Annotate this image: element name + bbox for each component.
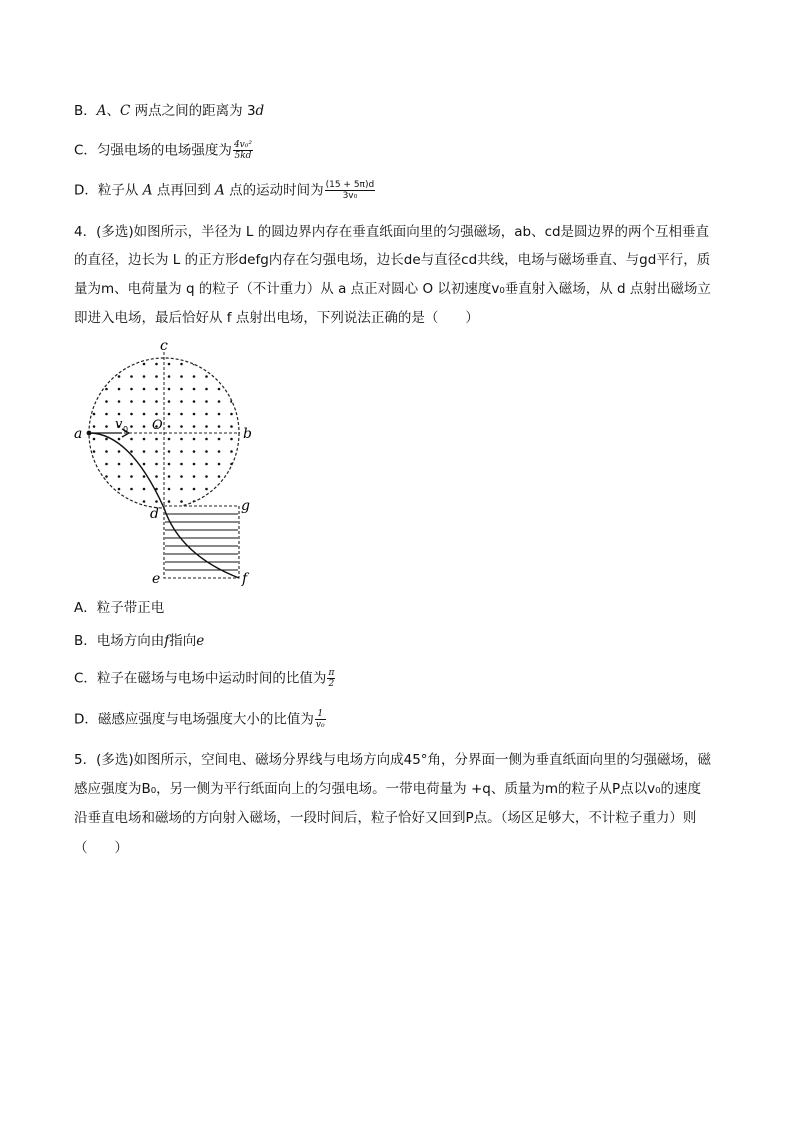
field-dot [168, 500, 171, 503]
q4-stem-line-4: 即进入电场，最后恰好从 f 点射出电场，下列说法正确的是（ ） [74, 310, 479, 326]
q4-stem-line-3: 量为m、电荷量为 q 的粒子（不计重力）从 a 点正对圆心 O 以初速度v₀垂直射入磁场，从 d 点射出磁场立 [74, 281, 711, 297]
fraction-numerator: (15 + 5π)d [325, 180, 375, 190]
field-dot [130, 450, 133, 453]
field-dot [130, 425, 133, 428]
q3-option-b [74, 101, 264, 121]
field-dot [180, 375, 183, 378]
field-dot [143, 363, 146, 366]
text: 点再回到 [152, 182, 216, 199]
q4-option-b [74, 631, 204, 651]
field-dot [193, 438, 196, 441]
field-dot [143, 475, 146, 478]
field-dot [118, 363, 121, 366]
field-dot [118, 438, 121, 441]
field-dot [168, 375, 171, 378]
field-dot [118, 450, 121, 453]
text: 指向 [169, 633, 197, 649]
fraction-denominator: 2 [328, 679, 335, 689]
field-dot [93, 425, 96, 428]
label-v-subscript: 0 [123, 425, 129, 434]
fraction-numerator: 4v₀² [233, 140, 252, 150]
field-dot [155, 438, 158, 441]
label-f: f [242, 571, 248, 587]
field-dot [193, 450, 196, 453]
field-dot [155, 413, 158, 416]
field-dot [168, 425, 171, 428]
field-dot [205, 450, 208, 453]
field-dot [193, 488, 196, 491]
field-dot [143, 463, 146, 466]
field-dot [205, 388, 208, 391]
field-dot [130, 388, 133, 391]
field-dot [105, 500, 108, 503]
q5-stem-line-3: 沿垂直电场和磁场的方向射入磁场，一段时间后，粒子恰好又回到P点。（场区足够大，不计粒子重力）则 [74, 810, 697, 826]
option-label: D． [74, 711, 98, 728]
physics-figure [70, 340, 270, 590]
field-dot [168, 475, 171, 478]
option-text: 匀强电场的电场强度为 [96, 142, 232, 159]
field-dot [143, 413, 146, 416]
field-dot [105, 488, 108, 491]
math-var: f [164, 633, 170, 649]
trajectory-magnetic [89, 433, 164, 508]
field-dot [130, 463, 133, 466]
field-dot [118, 400, 121, 403]
field-dot [193, 463, 196, 466]
square-defg [164, 506, 239, 578]
field-dot [168, 438, 171, 441]
field-dot [230, 363, 233, 366]
field-dot [93, 375, 96, 378]
fraction [315, 709, 326, 730]
field-dot [105, 388, 108, 391]
field-dot [130, 400, 133, 403]
field-dot [230, 500, 233, 503]
field-dot [168, 450, 171, 453]
option-label: C． [74, 670, 97, 687]
q5-stem-line-4: （ ） [74, 840, 128, 856]
field-dot [155, 375, 158, 378]
label-b: b [243, 426, 252, 442]
field-dot [93, 438, 96, 441]
field-dot [155, 388, 158, 391]
q3-option-d [74, 180, 375, 201]
field-dot [218, 438, 221, 441]
fraction-denominator: v₀ [315, 720, 325, 730]
field-dot [180, 400, 183, 403]
field-dot [180, 475, 183, 478]
field-dot [193, 375, 196, 378]
field-dot [193, 425, 196, 428]
option-text: 磁感应强度与电场强度大小的比值为 [97, 711, 314, 728]
text: 点的运动时间为 [224, 182, 324, 199]
math-var: A [142, 182, 153, 199]
field-dot [143, 488, 146, 491]
field-dot [143, 388, 146, 391]
field-dot [193, 475, 196, 478]
field-dot [118, 388, 121, 391]
field-dot [130, 438, 133, 441]
field-dot [205, 463, 208, 466]
label-O: O [152, 418, 163, 433]
fraction [233, 140, 253, 161]
math-var: A [215, 182, 225, 199]
option-label: A． [74, 600, 97, 616]
field-dot [105, 375, 108, 378]
label-g: g [241, 498, 250, 514]
field-dot [205, 500, 208, 503]
label-d: d [150, 506, 159, 522]
field-dot [230, 438, 233, 441]
text: 两点之间的距离为 3 [130, 103, 256, 119]
field-dot [118, 413, 121, 416]
field-dot [218, 425, 221, 428]
field-dot [168, 363, 171, 366]
field-dot [130, 375, 133, 378]
math-var: C [120, 103, 131, 119]
field-dot [93, 413, 96, 416]
field-dot [218, 500, 221, 503]
field-dot [93, 500, 96, 503]
field-dot [155, 400, 158, 403]
field-dot [180, 425, 183, 428]
option-label: C． [74, 142, 97, 159]
fraction [327, 668, 335, 689]
field-dot [105, 425, 108, 428]
field-dot [205, 413, 208, 416]
field-dot [130, 413, 133, 416]
field-dot [193, 413, 196, 416]
field-dot [93, 488, 96, 491]
math-var: d [255, 103, 265, 119]
field-dot [143, 450, 146, 453]
field-dot [143, 400, 146, 403]
field-dot [155, 363, 158, 366]
field-dot [230, 475, 233, 478]
field-dot [105, 413, 108, 416]
field-dot [218, 388, 221, 391]
math-var: e [196, 633, 205, 649]
fraction-numerator: π [328, 668, 335, 678]
field-dot [168, 400, 171, 403]
field-dot [230, 488, 233, 491]
field-dot [143, 438, 146, 441]
field-dot [180, 438, 183, 441]
field-dot [130, 475, 133, 478]
field-dot [93, 363, 96, 366]
q5-stem-line-2: 感应强度为B₀，另一侧为平行纸面向上的匀强电场。一带电荷量为 +q、质量为m的粒子从P点以v₀的速度 [74, 781, 702, 797]
field-dot [105, 363, 108, 366]
fraction-numerator: 1 [315, 709, 326, 720]
field-dot [118, 375, 121, 378]
text: 、 [106, 103, 121, 119]
q5-stem-line-1: 5．(多选)如图所示，空间电、磁场分界线与电场方向成45°角，分界面一侧为垂直纸面向里的匀强磁场，磁 [74, 752, 712, 768]
field-dot [205, 375, 208, 378]
field-dot [155, 500, 158, 503]
field-dot [230, 388, 233, 391]
field-dot [118, 463, 121, 466]
field-dot [205, 488, 208, 491]
point-a-marker [87, 431, 92, 436]
field-dot [180, 500, 183, 503]
field-dot [230, 425, 233, 428]
field-dot [105, 475, 108, 478]
field-dot [130, 488, 133, 491]
field-dot [105, 400, 108, 403]
field-dot [143, 375, 146, 378]
label-c: c [160, 340, 168, 354]
field-dot [230, 375, 233, 378]
fraction-denominator: 5kd [234, 151, 252, 161]
field-dot [93, 463, 96, 466]
field-dot [193, 388, 196, 391]
field-dot [218, 488, 221, 491]
field-dot [180, 450, 183, 453]
field-dot [93, 388, 96, 391]
field-dot [105, 450, 108, 453]
field-dot [230, 413, 233, 416]
field-dot [155, 463, 158, 466]
option-label: B． [74, 103, 97, 119]
field-dot [193, 400, 196, 403]
field-dot [205, 400, 208, 403]
field-dot [118, 475, 121, 478]
field-dot [180, 463, 183, 466]
field-dot [218, 450, 221, 453]
field-dot [93, 450, 96, 453]
field-dot [168, 388, 171, 391]
field-dot [155, 450, 158, 453]
field-dot [218, 400, 221, 403]
fraction-denominator: 3v₀ [342, 191, 358, 201]
field-dot [205, 438, 208, 441]
field-dot [93, 475, 96, 478]
field-dot [155, 475, 158, 478]
field-dot [205, 363, 208, 366]
q3-option-c [74, 140, 253, 161]
field-dot [168, 488, 171, 491]
fraction [325, 180, 376, 201]
field-dot [180, 488, 183, 491]
field-dot [218, 363, 221, 366]
field-dot [118, 488, 121, 491]
field-dot [168, 463, 171, 466]
label-a: a [74, 426, 83, 442]
field-dot [105, 463, 108, 466]
option-label: D． [74, 182, 98, 199]
label-e: e [152, 571, 161, 587]
q4-option-a [74, 598, 164, 618]
q4-stem-line-1: 4．(多选)如图所示，半径为 L 的圆边界内存在垂直纸面向里的匀强磁场，ab、cd是圆边界的两个互相垂直 [74, 224, 710, 240]
q4-stem-line-2: 的直径，边长为 L 的正方形defg内存在匀强电场，边长de与直径cd共线，电场与磁场垂直、与gd平行，质 [74, 252, 711, 268]
label-v: v [115, 417, 123, 432]
text: 粒子从 [97, 182, 143, 199]
field-dot [180, 363, 183, 366]
option-text: 粒子带正电 [96, 600, 165, 616]
option-label: B． [74, 633, 97, 649]
field-dot [230, 450, 233, 453]
field-dot [205, 475, 208, 478]
field-dot [218, 413, 221, 416]
field-dot [143, 500, 146, 503]
field-dot [180, 413, 183, 416]
q4-option-d [74, 709, 326, 730]
field-dot [218, 475, 221, 478]
field-dot [143, 425, 146, 428]
field-dot [168, 413, 171, 416]
field-dot [105, 438, 108, 441]
field-dot [205, 425, 208, 428]
field-dot [218, 463, 221, 466]
field-dot [118, 500, 121, 503]
option-text: 粒子在磁场与电场中运动时间的比值为 [96, 670, 327, 687]
math-var: A [96, 103, 107, 119]
q4-option-c [74, 668, 335, 689]
field-dot [218, 375, 221, 378]
field-dot [180, 388, 183, 391]
text: 电场方向由 [96, 633, 165, 649]
